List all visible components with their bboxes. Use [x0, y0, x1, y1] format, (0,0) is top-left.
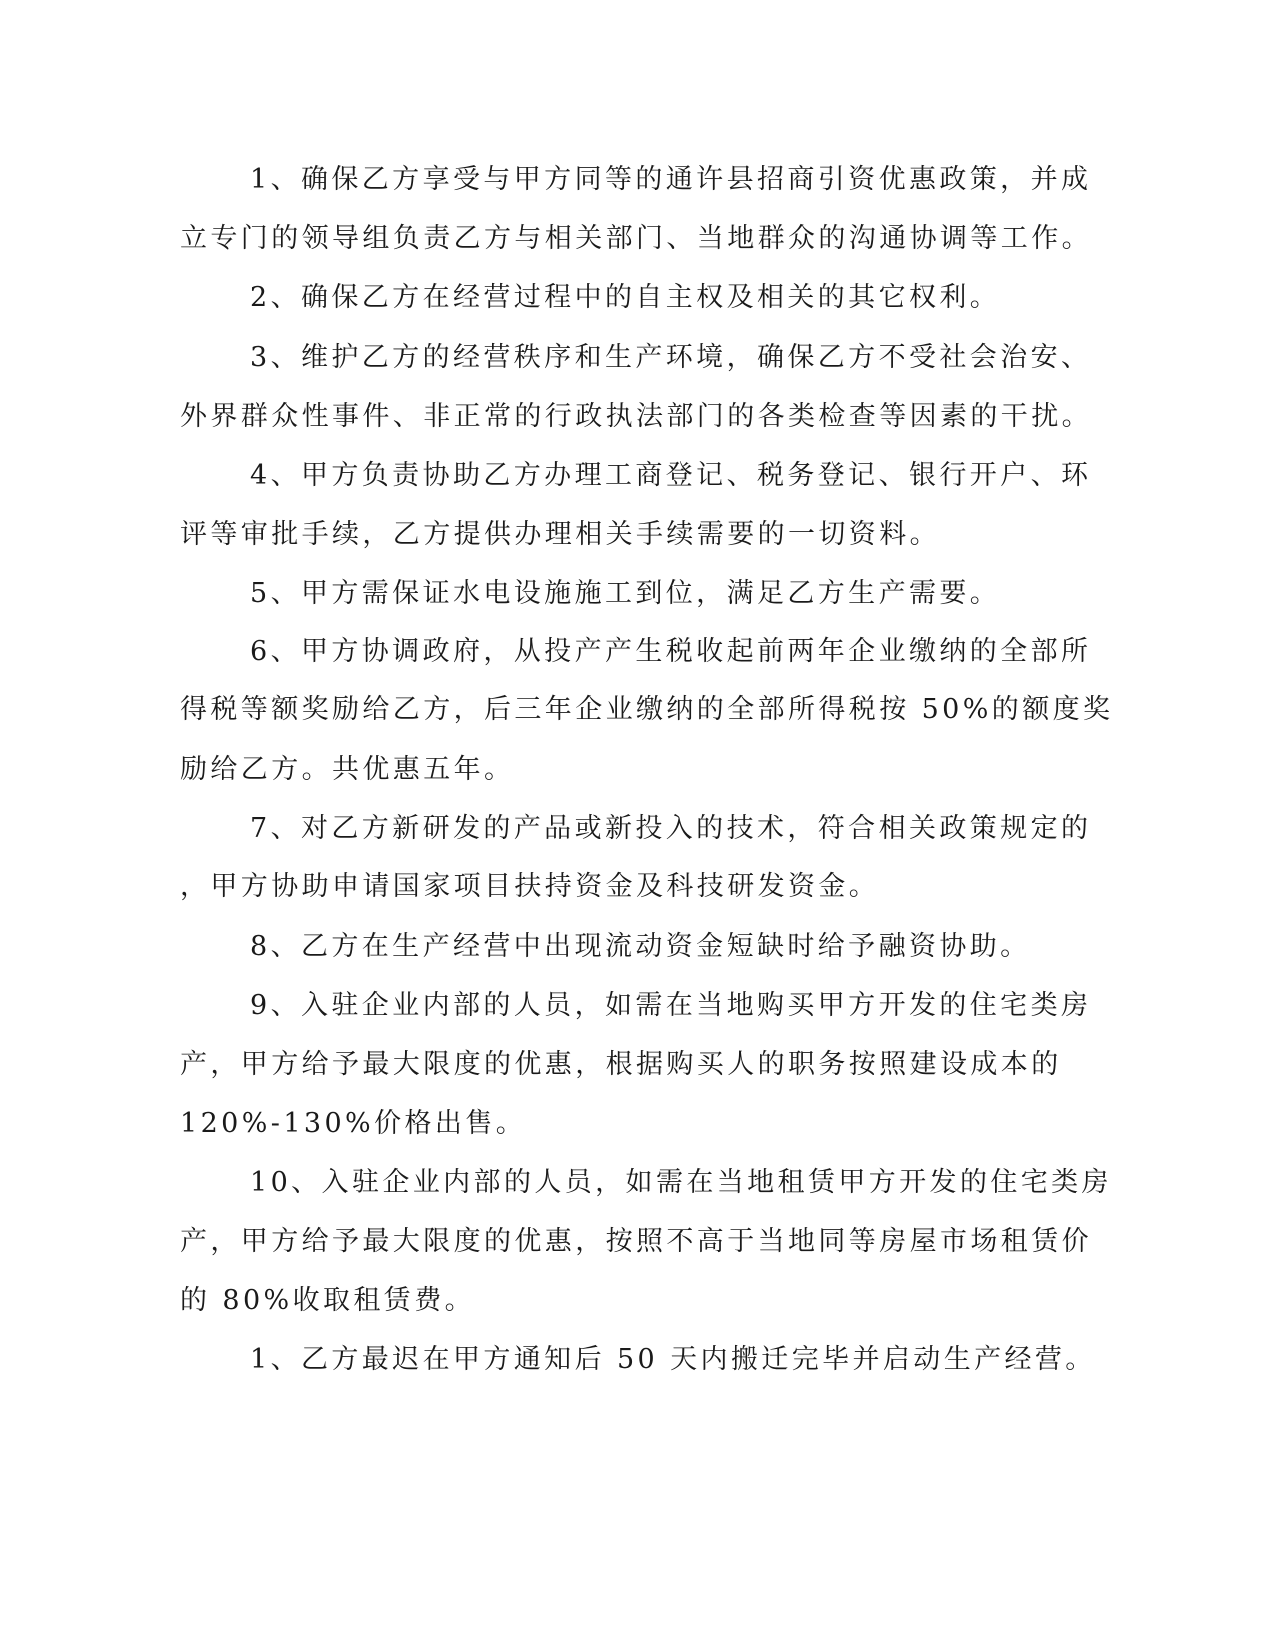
- paragraph-line: 10、入驻企业内部的人员，如需在当地租赁甲方开发的住宅类房: [250, 1167, 1112, 1198]
- paragraph-line: 的 80%收取租赁费。: [180, 1285, 475, 1316]
- paragraph-line: 立专门的领导组负责乙方与相关部门、当地群众的沟通协调等工作。: [180, 223, 1092, 254]
- paragraph-line: 产，甲方给予最大限度的优惠，按照不高于当地同等房屋市场租赁价: [180, 1226, 1092, 1257]
- paragraph-line: 9、入驻企业内部的人员，如需在当地购买甲方开发的住宅类房: [250, 990, 1092, 1021]
- paragraph-line: 3、维护乙方的经营秩序和生产环境，确保乙方不受社会治安、: [250, 342, 1092, 373]
- paragraph-line: 120%-130%价格出售。: [180, 1108, 527, 1139]
- paragraph-line: 1、确保乙方享受与甲方同等的通许县招商引资优惠政策，并成: [250, 164, 1092, 195]
- paragraph-line: 4、甲方负责协助乙方办理工商登记、税务登记、银行开户、环: [250, 460, 1092, 491]
- paragraph-line: ，甲方协助申请国家项目扶持资金及科技研发资金。: [180, 871, 880, 902]
- paragraph-line: 得税等额奖励给乙方，后三年企业缴纳的全部所得税按 50%的额度奖: [180, 694, 1114, 725]
- paragraph-line: 评等审批手续，乙方提供办理相关手续需要的一切资料。: [180, 519, 940, 550]
- paragraph-line: 产，甲方给予最大限度的优惠，根据购买人的职务按照建设成本的: [180, 1049, 1062, 1080]
- paragraph-line: 6、甲方协调政府，从投产产生税收起前两年企业缴纳的全部所: [250, 636, 1092, 667]
- paragraph-line: 2、确保乙方在经营过程中的自主权及相关的其它权利。: [250, 282, 1001, 313]
- paragraph-line: 外界群众性事件、非正常的行政执法部门的各类检查等因素的干扰。: [180, 401, 1092, 432]
- paragraph-line: 励给乙方。共优惠五年。: [180, 754, 515, 785]
- paragraph-line: 1、乙方最迟在甲方通知后 50 天内搬迁完毕并启动生产经营。: [250, 1344, 1096, 1375]
- paragraph-line: 8、乙方在生产经营中出现流动资金短缺时给予融资协助。: [250, 931, 1031, 962]
- paragraph-line: 7、对乙方新研发的产品或新投入的技术，符合相关政策规定的: [250, 813, 1092, 844]
- paragraph-line: 5、甲方需保证水电设施施工到位，满足乙方生产需要。: [250, 578, 1001, 609]
